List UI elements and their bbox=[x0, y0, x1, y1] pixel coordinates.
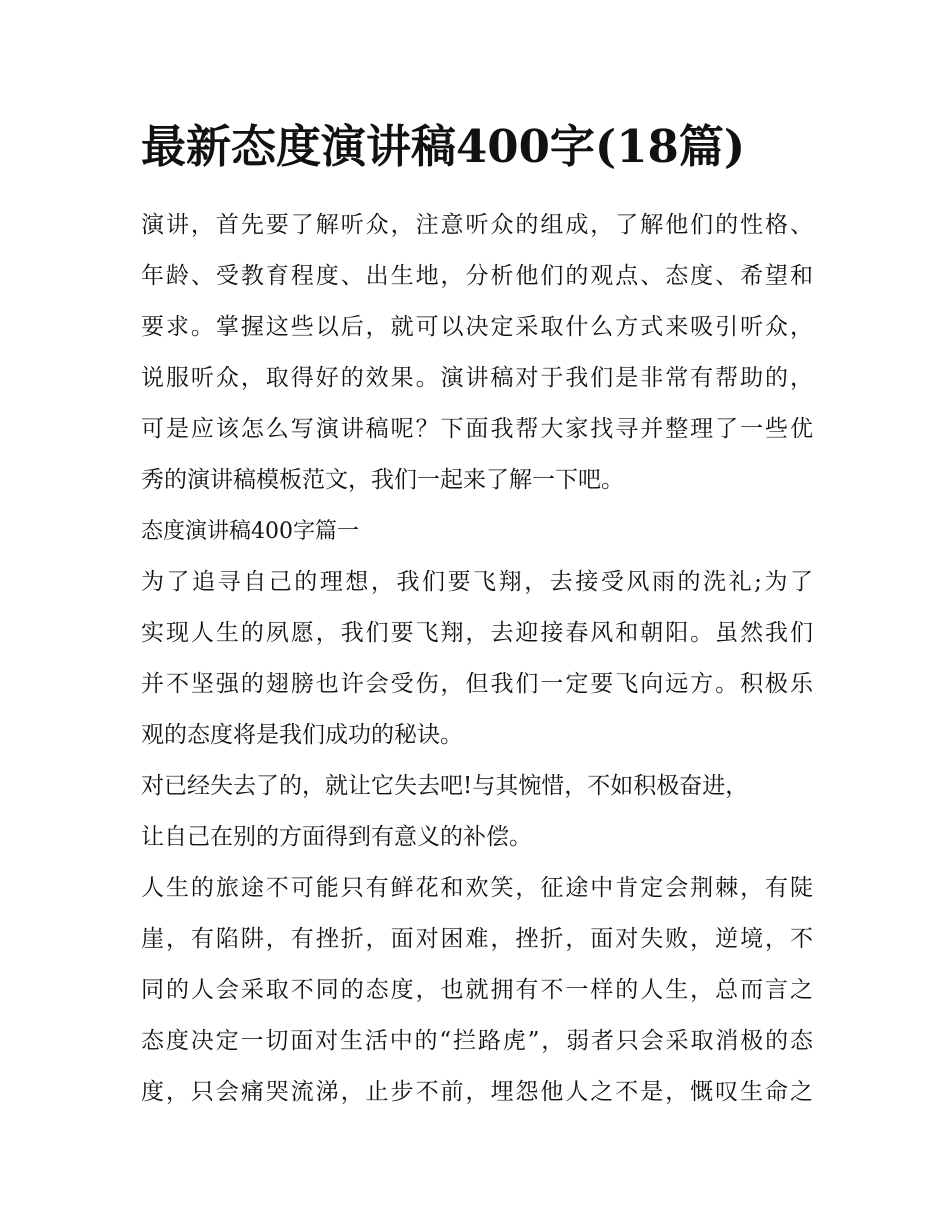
paragraph-line: 实现人生的夙愿，我们要飞翔，去迎接春风和朝阳。虽然我们 bbox=[141, 620, 813, 646]
document-body bbox=[141, 200, 813, 1118]
paragraph-line: 要求。掌握这些以后，就可以决定采取什么方式来吸引听众， bbox=[141, 314, 813, 340]
paragraph-line: 人生的旅途不可能只有鲜花和欢笑，征途中肯定会荆棘，有陡 bbox=[141, 875, 813, 901]
paragraph-line: 说服听众，取得好的效果。演讲稿对于我们是非常有帮助的， bbox=[141, 365, 813, 391]
paragraph-line: 为了追寻自己的理想，我们要飞翔，去接受风雨的洗礼;为了 bbox=[141, 569, 813, 595]
paragraph-line: 崖，有陷阱，有挫折，面对困难，挫折，面对失败，逆境，不 bbox=[141, 926, 813, 952]
paragraph-line: 可是应该怎么写演讲稿呢？下面我帮大家找寻并整理了一些优 bbox=[141, 416, 813, 442]
paragraph-line: 让自己在别的方面得到有意义的补偿。 bbox=[141, 824, 532, 850]
paragraph-line: 演讲，首先要了解听众，注意听众的组成，了解他们的性格、 bbox=[141, 212, 813, 238]
paragraph-line: 态度决定一切面对生活中的“拦路虎”，弱者只会采取消极的态 bbox=[141, 1028, 813, 1054]
paragraph-line: 观的态度将是我们成功的秘诀。 bbox=[141, 722, 463, 748]
paragraph-line: 度，只会痛哭流涕，止步不前，埋怨他人之不是，慨叹生命之 bbox=[141, 1079, 813, 1105]
paragraph-line: 同的人会采取不同的态度，也就拥有不一样的人生，总而言之 bbox=[141, 977, 813, 1003]
paragraph-line: 对已经失去了的，就让它失去吧!与其惋惜，不如积极奋进， bbox=[141, 773, 749, 799]
paragraph-line: 年龄、受教育程度、出生地，分析他们的观点、态度、希望和 bbox=[141, 263, 813, 289]
document-title: 最新态度演讲稿400字(18篇) bbox=[141, 120, 746, 173]
document-page bbox=[141, 112, 813, 1118]
paragraph-line: 并不坚强的翅膀也许会受伤，但我们一定要飞向远方。积极乐 bbox=[141, 671, 813, 697]
section-heading: 态度演讲稿400字篇一 bbox=[141, 519, 359, 544]
paragraph-line: 秀的演讲稿模板范文，我们一起来了解一下吧。 bbox=[141, 467, 624, 493]
